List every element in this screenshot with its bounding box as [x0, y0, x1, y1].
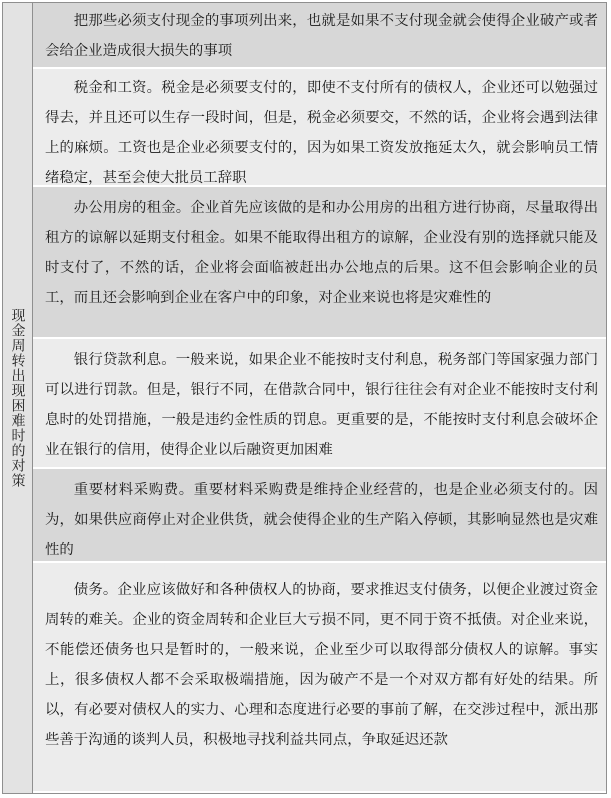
table-row: 把那些必须支付现金的事项列出来，也就是如果不支付现金就会使得企业破产或者会给企业造成很大损失的事项	[33, 3, 606, 69]
side-header-label: 现金周转出现困难时的对策	[9, 308, 26, 488]
table-rows	[33, 3, 606, 793]
side-header-cell	[3, 3, 33, 793]
countermeasures-table	[2, 2, 607, 794]
table-row: 银行贷款利息。一般来说，如果企业不能按时支付利息，税务部门等国家强力部门可以进行罚款。但是，银行不同，在借款合同中，银行往往会有对企业不能按时支付利息时的处罚措施，一般是违约金性质的罚息。更重要的是，不能按时支付利息会破坏企业在银行的信用，使得企业以后融资更加困难	[33, 339, 606, 469]
table-row: 办公用房的租金。企业首先应该做的是和办公用房的出租方进行协商，尽量取得出租方的谅解以延期支付租金。如果不能取得出租方的谅解，企业没有别的选择就只能及时支付了，不然的话，企业将会面临被赶出办公地点的后果。这不但会影响企业的员工，而且还会影响到企业在客户中的印象，对企业来说也将是灾难性的	[33, 187, 606, 339]
table-row: 债务。企业应该做好和各种债权人的协商，要求推迟支付债务，以便企业渡过资金周转的难关。企业的资金周转和企业巨大亏损不同，更不同于资不抵债。对企业来说，不能偿还债务也只是暂时的，一般来说，企业至少可以取得部分债权人的谅解。事实上，很多债权人都不会采取极端措施，因为破产不是一个对双方都有好处的结果。所以，有必要对债权人的实力、心理和态度进行必要的事前了解，在交涉过程中，派出那些善于沟通的谈判人员，积极地寻找利益共同点，争取延迟还款	[33, 563, 606, 791]
table-row: 税金和工资。税金是必须要支付的，即使不支付所有的债权人，企业还可以勉强过得去，并且还可以生存一段时间，但是，税金必须要交，不然的话，企业将会遇到法律上的麻烦。工资也是企业必须要支付的，因为如果工资发放拖延太久，就会影响员工情绪稳定，甚至会使大批员工辞职	[33, 69, 606, 187]
table-row: 重要材料采购费。重要材料采购费是维持企业经营的，也是企业必须支付的。因为，如果供应商停止对企业供货，就会使得企业的生产陷入停顿，其影响显然也是灾难性的	[33, 469, 606, 563]
